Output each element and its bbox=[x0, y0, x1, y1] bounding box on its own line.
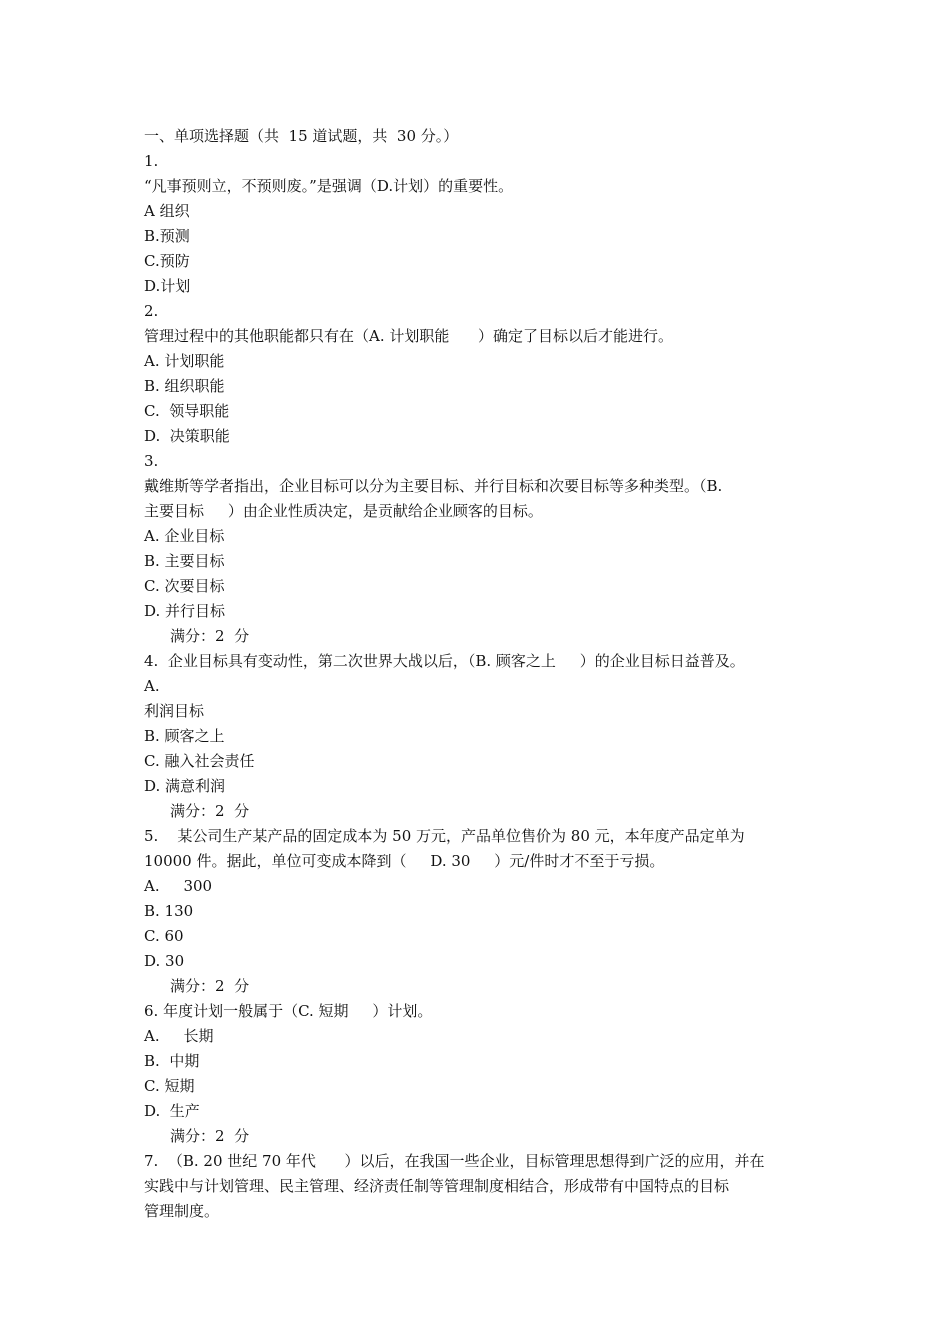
question-3-option-b: B. 主要目标 bbox=[144, 552, 225, 570]
question-5-option-a: A. 300 bbox=[144, 877, 213, 895]
question-6-option-b: B. 中期 bbox=[144, 1052, 200, 1070]
question-7-stem-line-2: 实践中与计划管理、民主管理、经济责任制等管理制度相结合，形成带有中国特点的目标 bbox=[144, 1177, 730, 1195]
question-5-option-d: D. 30 bbox=[144, 952, 185, 970]
question-4-option-c: C. 融入社会责任 bbox=[144, 752, 255, 770]
question-2-stem: 管理过程中的其他职能都只有在（A. 计划职能 ）确定了目标以后才能进行。 bbox=[144, 327, 673, 345]
question-1-option-d: D.计划 bbox=[144, 277, 191, 295]
question-1-option-c: C.预防 bbox=[144, 252, 190, 270]
question-1-option-a: A 组织 bbox=[144, 202, 190, 220]
question-5-score: 满分：2 分 bbox=[170, 977, 250, 995]
question-3-stem-line-2: 主要目标 ）由企业性质决定，是贡献给企业顾客的目标。 bbox=[144, 502, 543, 520]
question-4-option-a-label: A. bbox=[144, 677, 160, 695]
document-page bbox=[144, 124, 814, 1224]
question-4-score: 满分：2 分 bbox=[170, 802, 250, 820]
question-4-option-d: D. 满意利润 bbox=[144, 777, 226, 795]
question-2-option-d: D. 决策职能 bbox=[144, 427, 230, 445]
question-4-option-b: B. 顾客之上 bbox=[144, 727, 225, 745]
question-7-stem-line-3: 管理制度。 bbox=[144, 1202, 220, 1220]
question-7-stem-line-1: 7. （B. 20 世纪 70 年代 ）以后，在我国一些企业，目标管理思想得到广泛的应用，并在 bbox=[144, 1152, 765, 1170]
question-3-option-d: D. 并行目标 bbox=[144, 602, 226, 620]
question-3-option-c: C. 次要目标 bbox=[144, 577, 225, 595]
question-3-score: 满分：2 分 bbox=[170, 627, 250, 645]
question-6-option-d: D. 生产 bbox=[144, 1102, 200, 1120]
question-6-score: 满分：2 分 bbox=[170, 1127, 250, 1145]
question-5-stem-line-1: 5. 某公司生产某产品的固定成本为 50 万元，产品单位售价为 80 元，本年度产品定单为 bbox=[144, 827, 745, 845]
question-2-option-a: A. 计划职能 bbox=[144, 352, 225, 370]
question-2-number: 2. bbox=[144, 302, 159, 320]
question-6-option-c: C. 短期 bbox=[144, 1077, 195, 1095]
question-1-option-b: B.预测 bbox=[144, 227, 190, 245]
question-2-option-b: B. 组织职能 bbox=[144, 377, 225, 395]
question-2-option-c: C. 领导职能 bbox=[144, 402, 230, 420]
question-4-option-a-text: 利润目标 bbox=[144, 702, 205, 720]
question-3-stem-line-1: 戴维斯等学者指出，企业目标可以分为主要目标、并行目标和次要目标等多种类型。（B. bbox=[144, 477, 723, 495]
question-3-option-a: A. 企业目标 bbox=[144, 527, 225, 545]
question-6-stem: 6. 年度计划一般属于（C. 短期 ）计划。 bbox=[144, 1002, 433, 1020]
question-5-option-c: C. 60 bbox=[144, 927, 184, 945]
question-1-number: 1. bbox=[144, 152, 159, 170]
question-3-number: 3. bbox=[144, 452, 159, 470]
question-5-option-b: B. 130 bbox=[144, 902, 194, 920]
question-4-stem: 4. 企业目标具有变动性，第二次世界大战以后，（B. 顾客之上 ）的企业目标日益普及。 bbox=[144, 652, 745, 670]
question-5-stem-line-2: 10000 件。据此，单位可变成本降到（ D. 30 ）元/件时才不至于亏损。 bbox=[144, 852, 665, 870]
question-1-stem: “凡事预则立，不预则废。”是强调（D.计划）的重要性。 bbox=[144, 177, 514, 195]
question-6-option-a: A. 长期 bbox=[144, 1027, 214, 1045]
section-title: 一、单项选择题（共 15 道试题，共 30 分。） bbox=[144, 127, 459, 145]
